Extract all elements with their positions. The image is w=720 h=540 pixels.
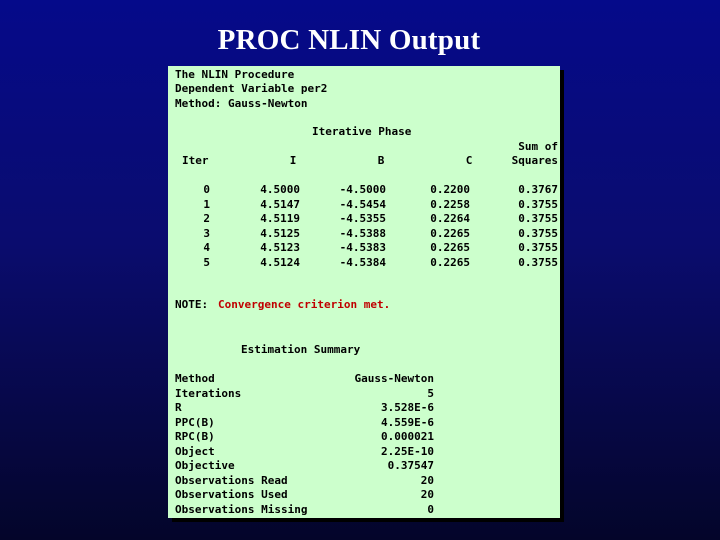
cell-iter: 1 [203,197,210,211]
cell-b: -4.5355 [339,212,386,226]
cell-squares: 0.3755 [518,256,558,269]
cell-squares: 0.3767 [518,183,558,196]
summary-value: Gauss-Newton [354,372,434,385]
cell-b: -4.5000 [339,183,386,196]
summary-value: 5 [427,386,434,400]
cell-squares: 0.3755 [518,212,558,226]
cell-squares: 0.3755 [518,241,558,255]
summary-value: 0 [427,502,434,516]
cell-b: -4.5384 [339,256,386,269]
cell-b: -4.5383 [339,241,386,255]
column-header-c: C [465,154,473,167]
cell-squares: 0.3755 [518,197,558,211]
procedure-name: The NLIN Procedure [175,68,295,81]
cell-iter: 4 [203,241,210,255]
cell-c: 0.2265 [430,226,470,240]
sas-output-panel [168,66,560,518]
summary-value: 0.000021 [381,430,434,443]
cell-c: 0.2265 [430,256,470,269]
cell-i: 4.5123 [260,241,300,255]
summary-label: Object [175,444,215,458]
cell-squares: 0.3755 [518,226,558,240]
cell-i: 4.5124 [260,256,300,269]
cell-i: 4.5125 [260,226,300,240]
cell-iter: 3 [203,226,210,240]
cell-i: 4.5000 [260,183,300,196]
cell-c: 0.2258 [430,197,470,211]
note-text: Convergence criterion met. [218,298,391,311]
summary-label: Objective [175,459,235,472]
column-header-i: I [289,154,297,167]
cell-i: 4.5119 [260,212,300,226]
method-line: Method: Gauss-Newton [175,97,308,110]
cell-b: -4.5388 [339,226,386,240]
summary-value: 4.559E-6 [381,415,434,429]
summary-label: Observations Missing [175,502,308,516]
column-header-iter: Iter [182,154,209,167]
cell-i: 4.5147 [260,197,300,211]
estimation-summary-title: Estimation Summary [241,343,361,356]
summary-label: Method [175,372,215,385]
summary-value: 20 [420,488,434,501]
column-header-b: B [377,154,385,167]
cell-b: -4.5454 [339,197,386,211]
slide-title: PROC NLIN Output [217,24,481,56]
dependent-variable: Dependent Variable per2 [175,82,328,95]
cell-c: 0.2264 [430,212,470,226]
summary-label: RPC(B) [175,430,215,443]
cell-iter: 5 [203,256,210,269]
cell-iter: 2 [203,212,210,226]
column-header-squares: Squares [511,154,558,167]
summary-label: Observations Read [175,473,288,487]
summary-label: Observations Used [175,488,288,501]
summary-label: PPC(B) [175,415,215,429]
iterative-phase-title: Iterative Phase [312,125,412,138]
cell-c: 0.2265 [430,241,470,255]
note-label: NOTE: [175,298,209,311]
column-header-sum-of: Sum of [518,140,558,153]
summary-value: 20 [420,473,434,487]
summary-label: R [175,401,182,414]
summary-value: 2.25E-10 [381,444,434,458]
summary-value: 0.37547 [387,459,434,472]
summary-value: 3.528E-6 [381,401,434,414]
summary-label: Iterations [175,386,242,400]
cell-c: 0.2200 [430,183,470,196]
cell-iter: 0 [203,183,210,196]
